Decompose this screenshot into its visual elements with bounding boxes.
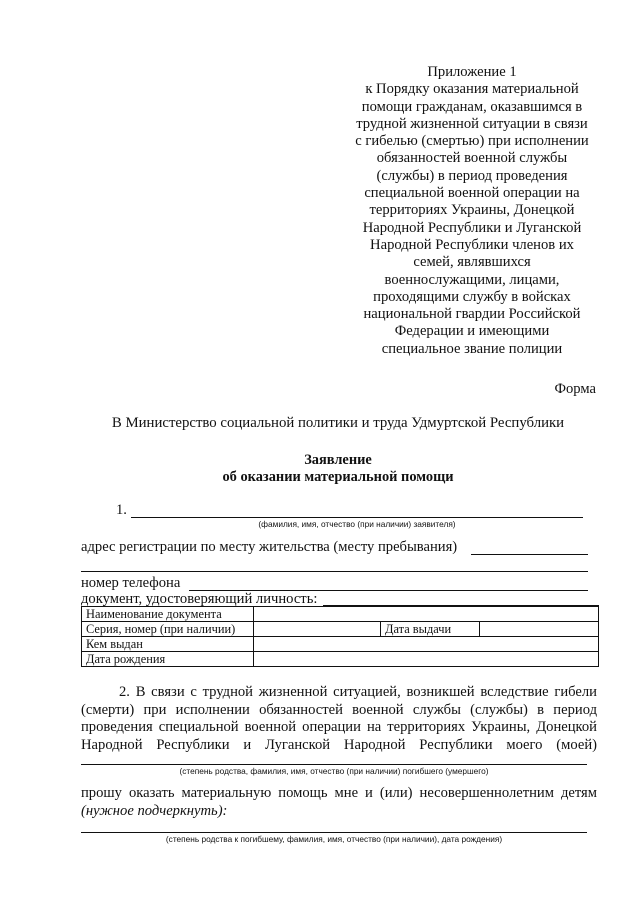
title-line-2: об оказании материальной помощи: [222, 469, 454, 485]
birth-date-value[interactable]: [254, 652, 599, 667]
appendix-line: помощи гражданам, оказавшимся в: [361, 98, 583, 115]
id-document-table: [81, 606, 599, 667]
request-line: прошу оказать материальную помощь мне и (или) несовершеннолетним детям: [81, 785, 597, 801]
section-2-line: проведения специальной военной операции на территориях Украины, Донецкой: [81, 719, 597, 736]
id-document-label: документ, удостоверяющий личность:: [81, 591, 318, 607]
doc-name-label: Наименование документа: [82, 607, 254, 622]
appendix-line: (службы) в период проведения: [376, 167, 568, 184]
doc-name-value[interactable]: [254, 607, 599, 622]
section-1-number: 1.: [116, 502, 127, 518]
deceased-field[interactable]: [81, 764, 587, 765]
appendix-line: Приложение 1: [427, 64, 517, 80]
appendix-line: трудной жизненной ситуации в связи: [356, 115, 588, 132]
section-2-line: Народной Республики и Луганской Народной Республики моего (моей): [81, 737, 597, 754]
birth-date-label: Дата рождения: [82, 652, 254, 667]
doc-issuer-label: Кем выдан: [82, 637, 254, 652]
document-title: [0, 452, 640, 486]
applicant-name-field[interactable]: [131, 517, 583, 518]
title-line-1: Заявление: [304, 452, 372, 468]
table-row: [82, 607, 599, 622]
applicant-name-caption: (фамилия, имя, отчество (при наличии) заявителя): [258, 519, 456, 529]
table-row: [82, 622, 599, 637]
doc-series-value[interactable]: [254, 622, 381, 637]
appendix-header: [340, 64, 604, 358]
deceased-caption: (степень родства, фамилия, имя, отчество (при наличии) погибшего (умершего): [179, 766, 489, 776]
appendix-line: территориях Украины, Донецкой: [369, 202, 575, 219]
appendix-line: проходящими службу в войсках: [373, 288, 571, 305]
table-row: [82, 652, 599, 667]
appendix-line: специальной военной операции на: [364, 185, 580, 202]
children-field[interactable]: [81, 832, 587, 833]
appendix-line: к Порядку оказания материальной: [365, 81, 579, 98]
section-2-line: 2. В связи с трудной жизненной ситуацией, возникшей вследствие гибели: [119, 684, 597, 700]
appendix-line: Народной Республики и Луганской: [362, 219, 582, 236]
doc-issuer-value[interactable]: [254, 637, 599, 652]
appendix-line: Федерации и имеющими: [394, 323, 550, 340]
phone-label: номер телефона: [81, 575, 181, 591]
doc-issue-date-value[interactable]: [480, 622, 599, 637]
doc-series-label: Серия, номер (при наличии): [82, 622, 254, 637]
table-row: [82, 637, 599, 652]
children-caption: (степень родства к погибшему, фамилия, имя, отчество (при наличии), дата рождения): [165, 834, 503, 844]
appendix-line: национальной гвардии Российской: [363, 306, 581, 323]
appendix-line: обязанностей военной службы: [376, 150, 568, 167]
address-field[interactable]: [471, 554, 588, 555]
request-paragraph: [81, 785, 597, 820]
appendix-line: с гибелью (смертью) при исполнении: [355, 133, 589, 150]
section-2-line: (смерти) при исполнении обязанностей военной службы (службы) в период: [81, 701, 597, 718]
section-2-paragraph: [81, 684, 597, 755]
address-field-continued[interactable]: [81, 571, 588, 572]
underline-hint: (нужное подчеркнуть):: [81, 802, 228, 819]
doc-issue-date-label: Дата выдачи: [381, 622, 480, 637]
addressee-ministry: В Министерство социальной политики и труда Удмуртской Республики: [111, 415, 565, 431]
appendix-line: Народной Республики членов их: [370, 236, 574, 253]
appendix-line: семей, являвшихся: [413, 254, 531, 271]
form-label: Форма: [554, 381, 596, 397]
appendix-line: военнослужащими, лицами,: [384, 271, 560, 288]
address-label: адрес регистрации по месту жительства (месту пребывания): [81, 539, 458, 555]
appendix-line: специальное звание полиции: [381, 340, 563, 357]
